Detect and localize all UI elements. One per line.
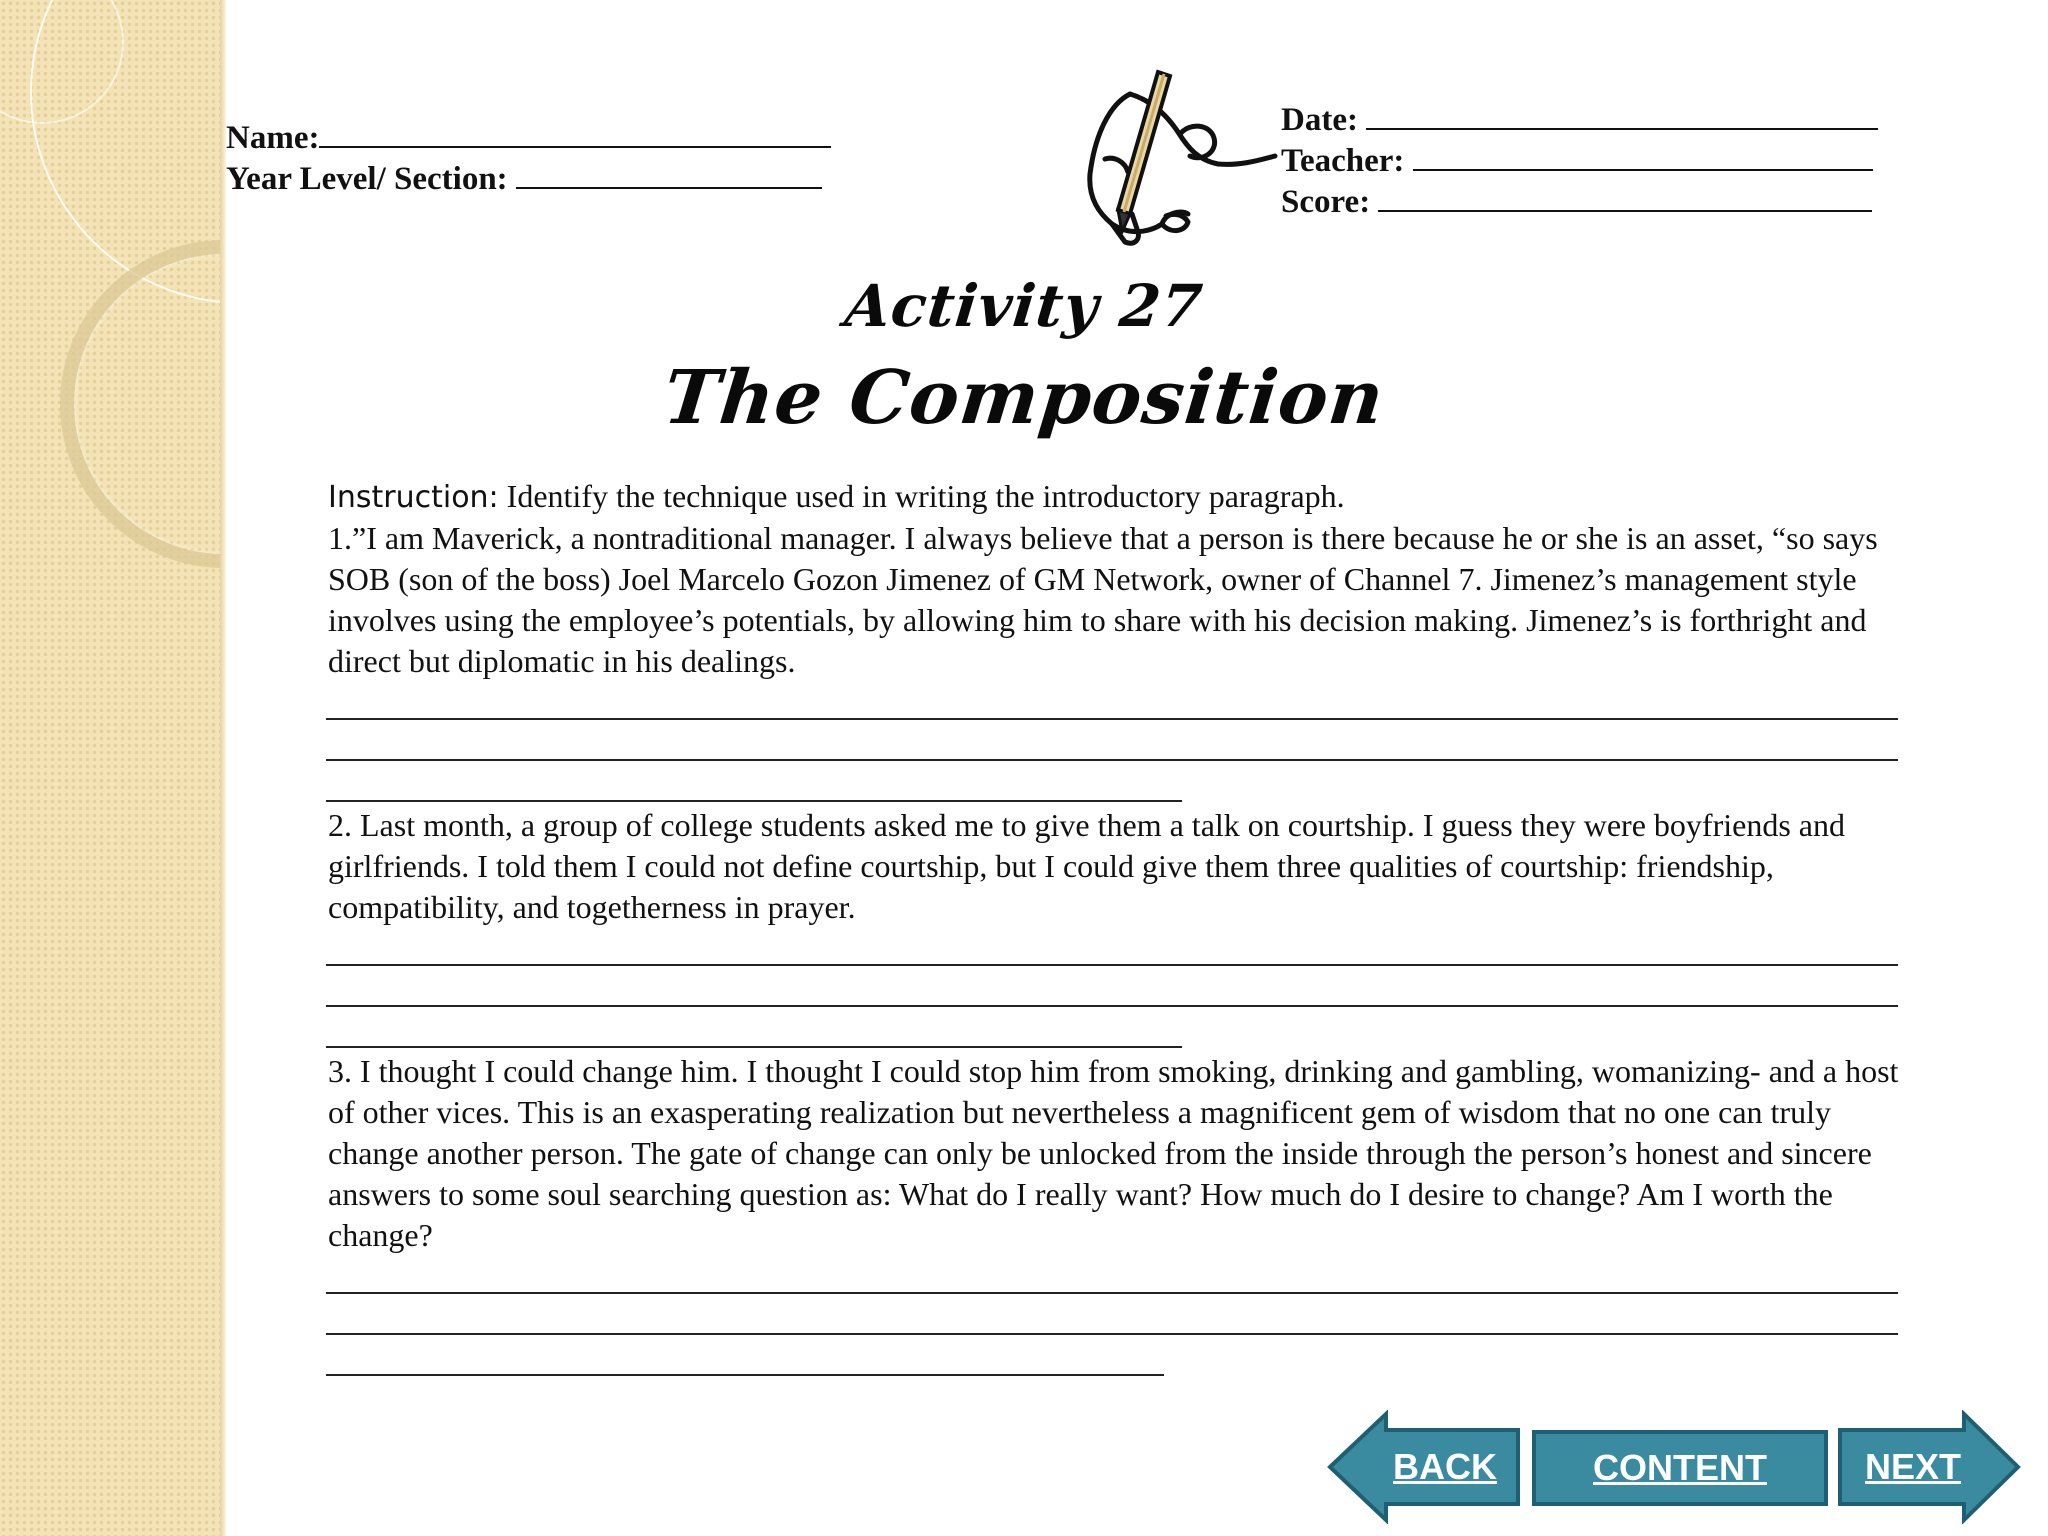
score-answer-line[interactable]: [1378, 180, 1872, 212]
hand-writing-with-pencil-icon: [1070, 64, 1290, 254]
decorative-side-panel: [0, 0, 226, 1536]
activity-number-heading: Activity 27: [841, 272, 1207, 340]
year-section-label: Year Level/ Section:: [226, 161, 508, 197]
question-1-text: 1.”I am Maverick, a nontraditional manager. I always believe that a person is there because he or she is an asset, “so says SOB (son of the boss) Joel Marcelo Gozon Jimenez of GM Network, owner of Channel 7. Jimenez’s management style involves using the employee’s potentials, by allowing him to share with his decision making. Jimenez’s is forthright and direct but diplomatic in his dealings.: [328, 520, 1878, 679]
teacher-label: Teacher:: [1281, 143, 1405, 179]
back-button[interactable]: BACK: [1393, 1446, 1497, 1487]
teacher-field[interactable]: [1281, 139, 1873, 182]
next-button[interactable]: NEXT: [1864, 1446, 1961, 1487]
date-answer-line[interactable]: [1366, 98, 1878, 130]
instruction-block: [328, 476, 1908, 682]
year-section-answer-line[interactable]: [516, 157, 822, 189]
answer-line-3c[interactable]: [326, 1374, 1164, 1376]
name-field[interactable]: [226, 116, 831, 159]
date-field[interactable]: [1281, 98, 1878, 141]
answer-line-1a[interactable]: [326, 718, 1898, 720]
answer-line-3b[interactable]: [326, 1333, 1898, 1335]
year-section-field[interactable]: [226, 157, 822, 200]
panel-edge: [220, 0, 226, 1536]
answer-line-1c[interactable]: [326, 800, 1182, 802]
answer-line-2a[interactable]: [326, 964, 1898, 966]
content-button[interactable]: CONTENT: [1593, 1447, 1767, 1488]
answer-line-2b[interactable]: [326, 1005, 1898, 1007]
answer-line-2c[interactable]: [326, 1046, 1182, 1048]
instruction-text: Identify the technique used in writing the introductory paragraph.: [498, 478, 1345, 514]
instruction-label: Instruction:: [328, 480, 499, 515]
name-answer-line[interactable]: [319, 116, 831, 148]
teacher-answer-line[interactable]: [1413, 139, 1873, 171]
question-2-text: 2. Last month, a group of college students asked me to give them a talk on courtship. I guess they were boyfriends and girlfriends. I told them I could not define courtship, but I could give them three qualities of courtship: friendship, compatibility, and togetherness in prayer.: [328, 807, 1845, 925]
question-3-text: 3. I thought I could change him. I thought I could stop him from smoking, drinking and gambling, womanizing- and a host of other vices. This is an exasperating realization but nevertheless a magnificent gem of wisdom that no one can truly change another person. The gate of change can only be unlocked from the inside through the person’s honest and sincere answers to some soul searching question as: What do I really want? How much do I desire to change? Am I worth the change?: [328, 1053, 1899, 1253]
page-title: The Composition: [659, 355, 1389, 441]
answer-line-1b[interactable]: [326, 759, 1898, 761]
date-label: Date:: [1281, 102, 1358, 138]
score-label: Score:: [1281, 184, 1371, 220]
answer-line-3a[interactable]: [326, 1292, 1898, 1294]
score-field[interactable]: [1281, 180, 1872, 223]
name-label: Name:: [226, 120, 320, 156]
